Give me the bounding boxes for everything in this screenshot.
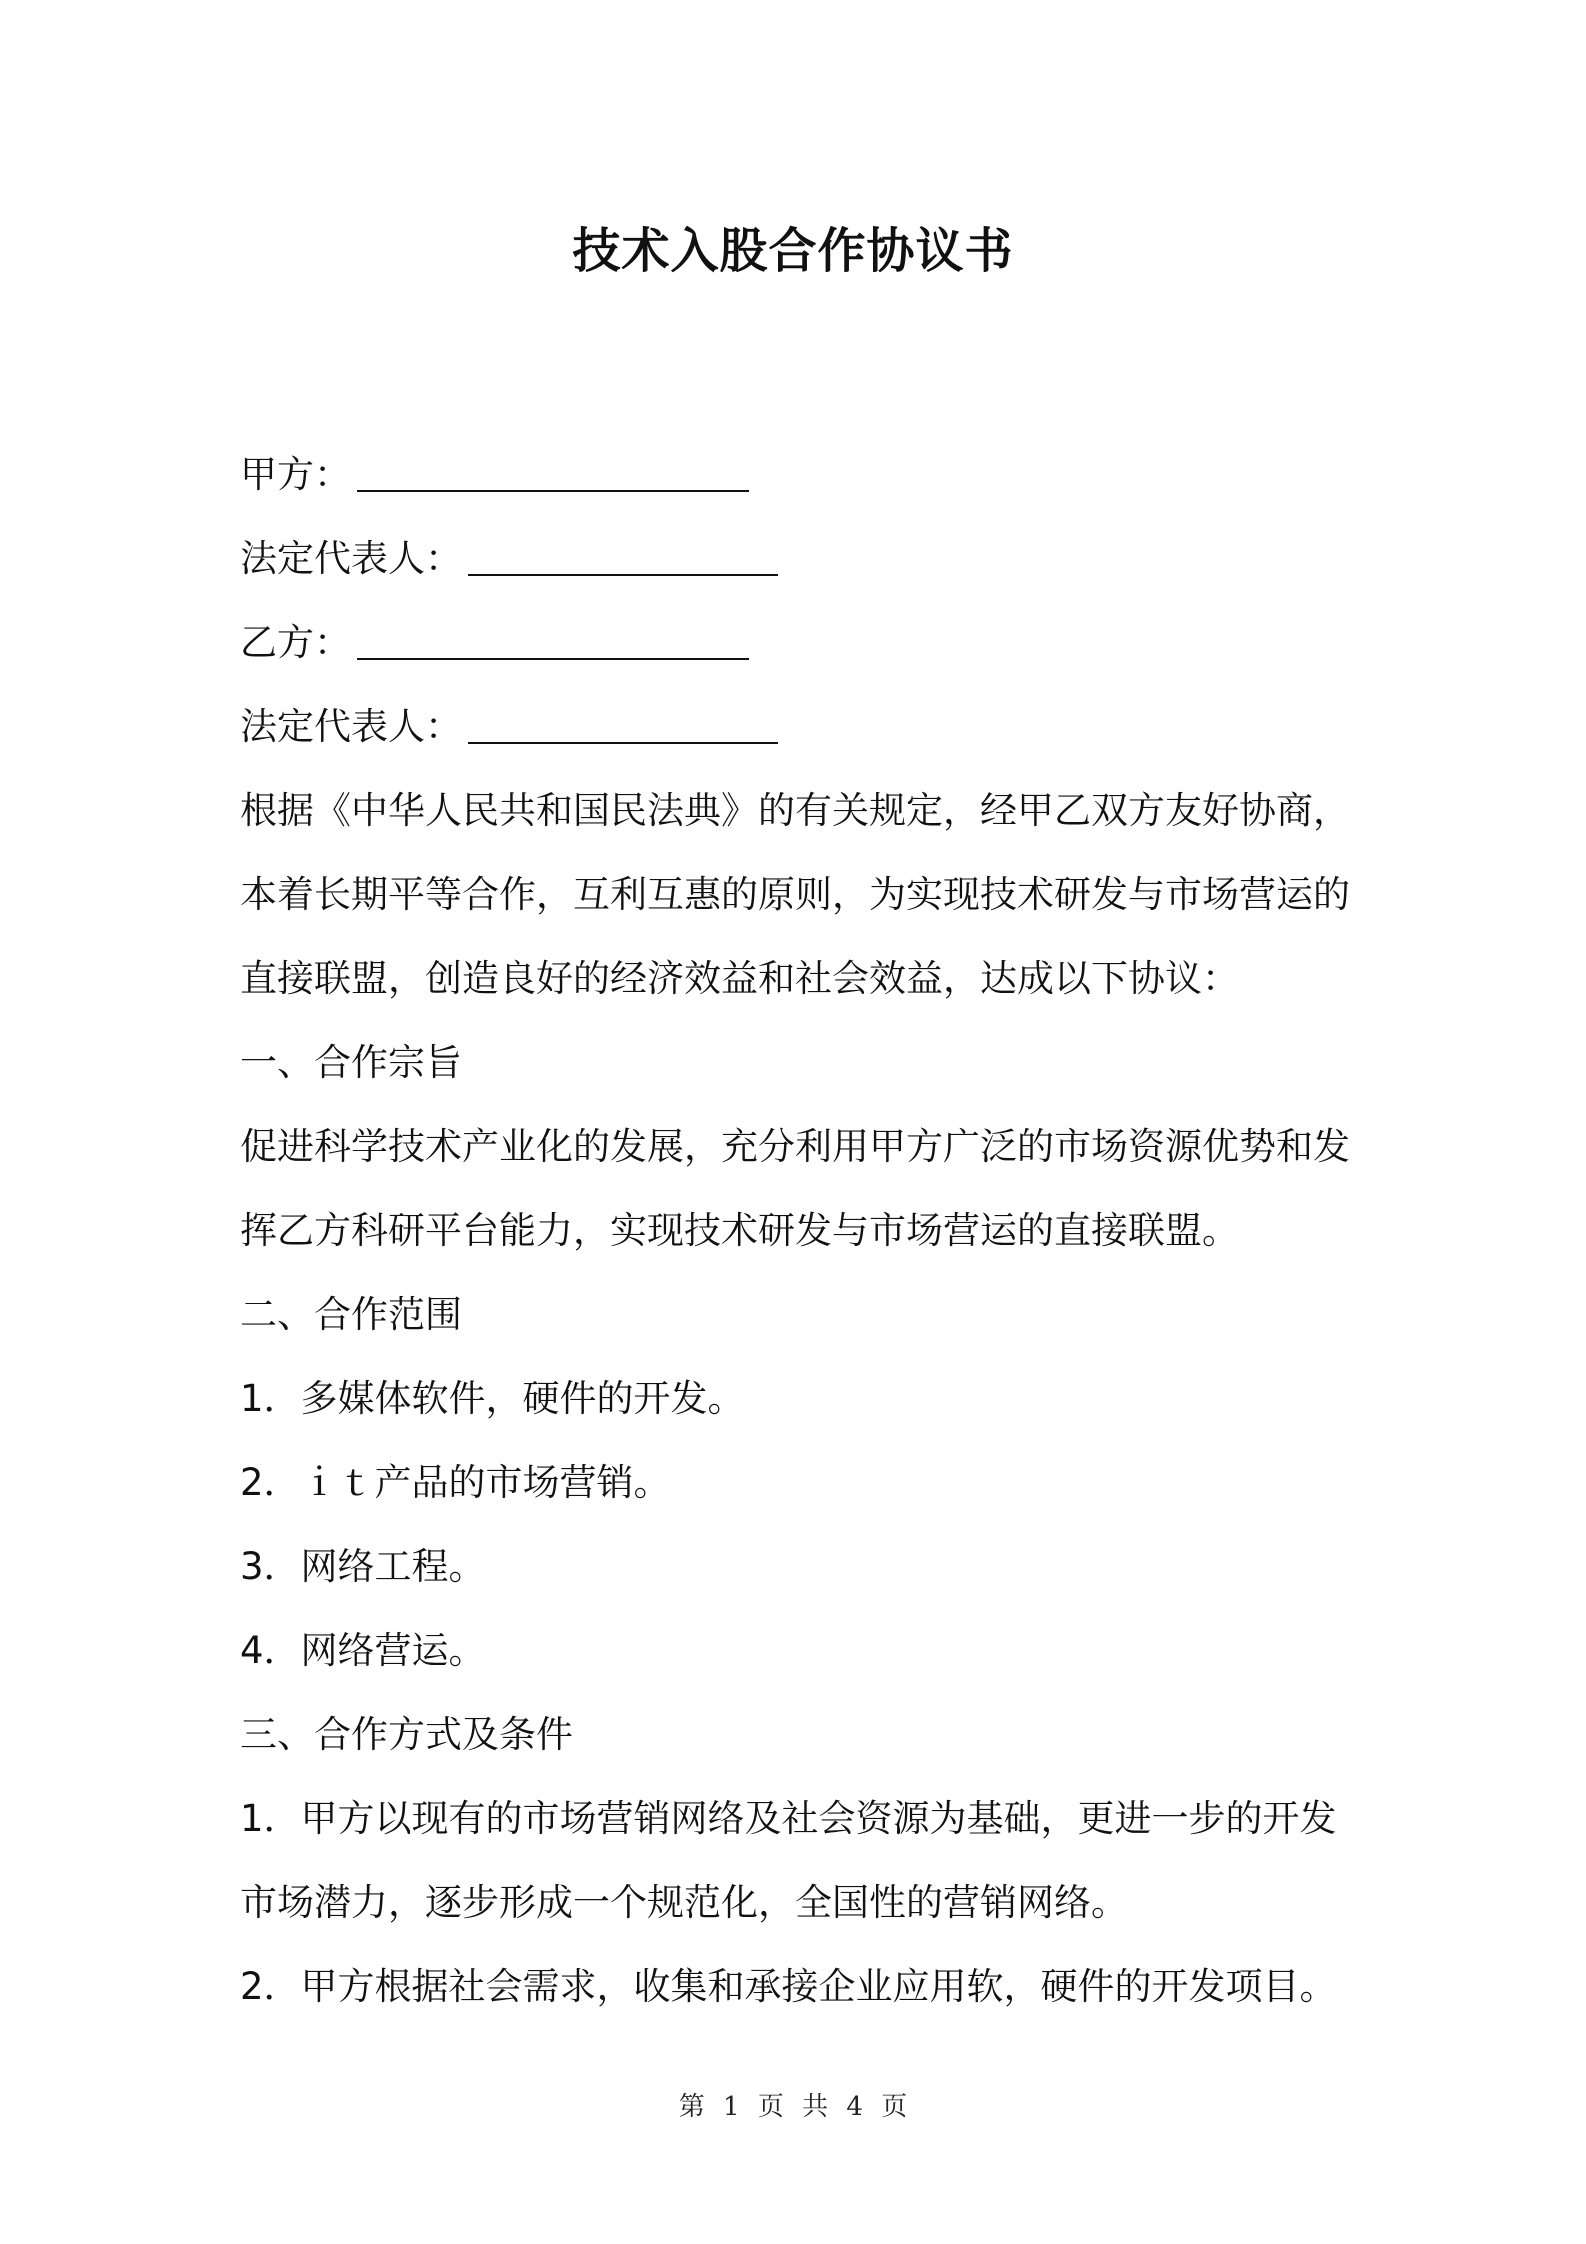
party-a-label: 甲方： [240, 453, 351, 496]
section-heading: 二、合作范围 [240, 1293, 462, 1336]
party-b-field [240, 601, 749, 685]
party-a-field [240, 433, 749, 517]
section-heading: 三、合作方式及条件 [240, 1713, 573, 1756]
party-b-rep-field [240, 685, 778, 769]
party-b-rep-blank [468, 702, 778, 744]
party-a-blank [357, 450, 749, 492]
list-item: 1．多媒体软件，硬件的开发。 [240, 1377, 745, 1420]
party-b-blank [357, 618, 749, 660]
paragraph-line: 2．甲方根据社会需求，收集和承接企业应用软，硬件的开发项目。 [240, 1965, 1337, 2008]
paragraph-line: 1．甲方以现有的市场营销网络及社会资源为基础，更进一步的开发 [240, 1797, 1337, 1840]
party-a-rep-label: 法定代表人： [240, 537, 462, 580]
paragraph-line: 促进科学技术产业化的发展，充分利用甲方广泛的市场资源优势和发 [240, 1125, 1350, 1168]
intro-line: 直接联盟，创造良好的经济效益和社会效益，达成以下协议： [240, 957, 1239, 1000]
intro-line: 根据《中华人民共和国民法典》的有关规定，经甲乙双方友好协商， [240, 789, 1350, 832]
document-title: 技术入股合作协议书 [572, 223, 1014, 279]
list-item: 4．网络营运。 [240, 1629, 486, 1672]
party-b-label: 乙方： [240, 621, 351, 664]
paragraph-line: 挥乙方科研平台能力，实现技术研发与市场营运的直接联盟。 [240, 1209, 1239, 1252]
paragraph-line: 市场潜力，逐步形成一个规范化，全国性的营销网络。 [240, 1881, 1128, 1924]
page-number: 第 1 页 共 4 页 [678, 2092, 908, 2122]
party-a-rep-blank [468, 534, 778, 576]
intro-line: 本着长期平等合作，互利互惠的原则，为实现技术研发与市场营运的 [240, 873, 1350, 916]
list-item: 2．ｉｔ产品的市场营销。 [240, 1461, 671, 1504]
party-b-rep-label: 法定代表人： [240, 705, 462, 748]
list-item: 3．网络工程。 [240, 1545, 486, 1588]
section-heading: 一、合作宗旨 [240, 1041, 462, 1084]
party-a-rep-field [240, 517, 778, 601]
